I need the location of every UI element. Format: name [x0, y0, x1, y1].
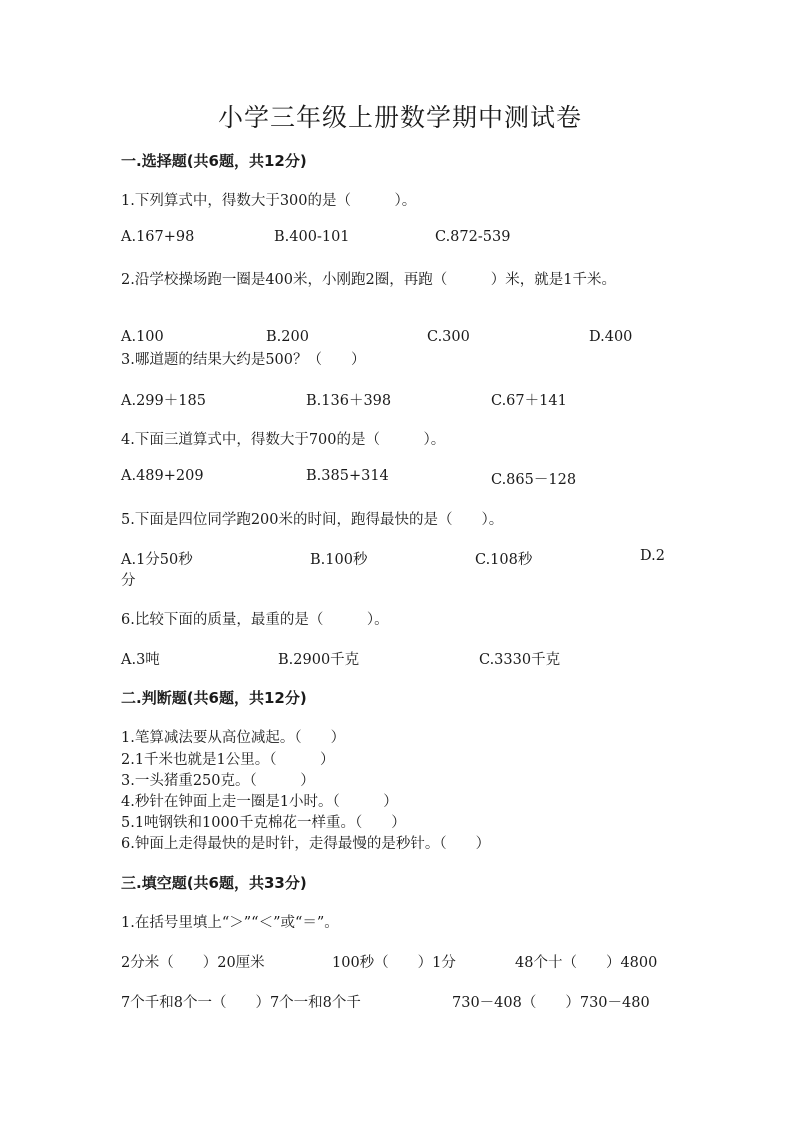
- fill-row-1-item-3: 48个十（ ）4800: [515, 955, 658, 971]
- judge-item-3: 3.一头猪重250克。（ ）: [121, 773, 315, 789]
- question-3: 3.哪道题的结果大约是500？（ ）: [121, 352, 366, 368]
- question-2-option-c: C.300: [427, 329, 470, 345]
- section-heading-judge: 二.判断题(共6题，共12分): [121, 689, 307, 707]
- question-6: 6.比较下面的质量，最重的是（ ）。: [121, 612, 389, 628]
- judge-item-5: 5.1吨钢铁和1000千克棉花一样重。（ ）: [121, 815, 406, 831]
- question-6-option-c: C.3330千克: [479, 652, 561, 668]
- question-2-option-b: B.200: [266, 329, 309, 345]
- question-5: 5.下面是四位同学跑200米的时间，跑得最快的是（ ）。: [121, 512, 504, 528]
- fill-question-1: 1.在括号里填上“＞”“＜”或“＝”。: [121, 915, 339, 931]
- question-5-option-d: D.2: [640, 548, 665, 564]
- question-2-option-d: D.400: [589, 329, 633, 345]
- question-4-option-c: C.865－128: [491, 472, 577, 488]
- section-heading-choice: 一.选择题(共6题，共12分): [121, 152, 307, 170]
- question-6-option-a: A.3吨: [121, 652, 160, 668]
- judge-item-1: 1.笔算减法要从高位减起。（ ）: [121, 730, 346, 746]
- question-2: 2.沿学校操场跑一圈是400米，小刚跑2圈，再跑（ ）米，就是1千米。: [121, 272, 616, 288]
- question-1-option-a: A.167+98: [121, 229, 195, 245]
- judge-item-4: 4.秒针在钟面上走一圈是1小时。（ ）: [121, 794, 398, 810]
- question-2-option-a: A.100: [121, 329, 164, 345]
- fill-row-1-item-2: 100秒（ ）1分: [332, 955, 456, 971]
- question-3-option-b: B.136＋398: [306, 393, 392, 409]
- judge-item-6: 6.钟面上走得最快的是时针，走得最慢的是秒针。（ ）: [121, 836, 491, 852]
- question-4-option-a: A.489+209: [121, 468, 204, 484]
- question-5-option-c: C.108秒: [475, 552, 533, 568]
- question-5-option-a: A.1分50秒: [121, 552, 193, 568]
- judge-item-2: 2.1千米也就是1公里。（ ）: [121, 752, 335, 768]
- section-heading-fill: 三.填空题(共6题，共33分): [121, 874, 307, 892]
- question-6-option-b: B.2900千克: [278, 652, 360, 668]
- fill-row-2-item-2: 730－408（ ）730－480: [452, 995, 650, 1011]
- question-4-option-b: B.385+314: [306, 468, 389, 484]
- question-4: 4.下面三道算式中，得数大于700的是（ ）。: [121, 432, 446, 448]
- fill-row-2-item-1: 7个千和8个一（ ）7个一和8个千: [121, 995, 361, 1011]
- question-3-option-a: A.299＋185: [121, 393, 206, 409]
- question-3-option-c: C.67＋141: [491, 393, 567, 409]
- question-5-option-d-wrap: 分: [121, 573, 136, 589]
- page-title: 小学三年级上册数学期中测试卷: [217, 103, 582, 132]
- question-1: 1.下列算式中，得数大于300的是（ ）。: [121, 193, 417, 209]
- question-5-option-b: B.100秒: [310, 552, 368, 568]
- fill-row-1-item-1: 2分米（ ）20厘米: [121, 955, 265, 971]
- question-1-option-b: B.400-101: [274, 229, 350, 245]
- question-1-option-c: C.872-539: [435, 229, 511, 245]
